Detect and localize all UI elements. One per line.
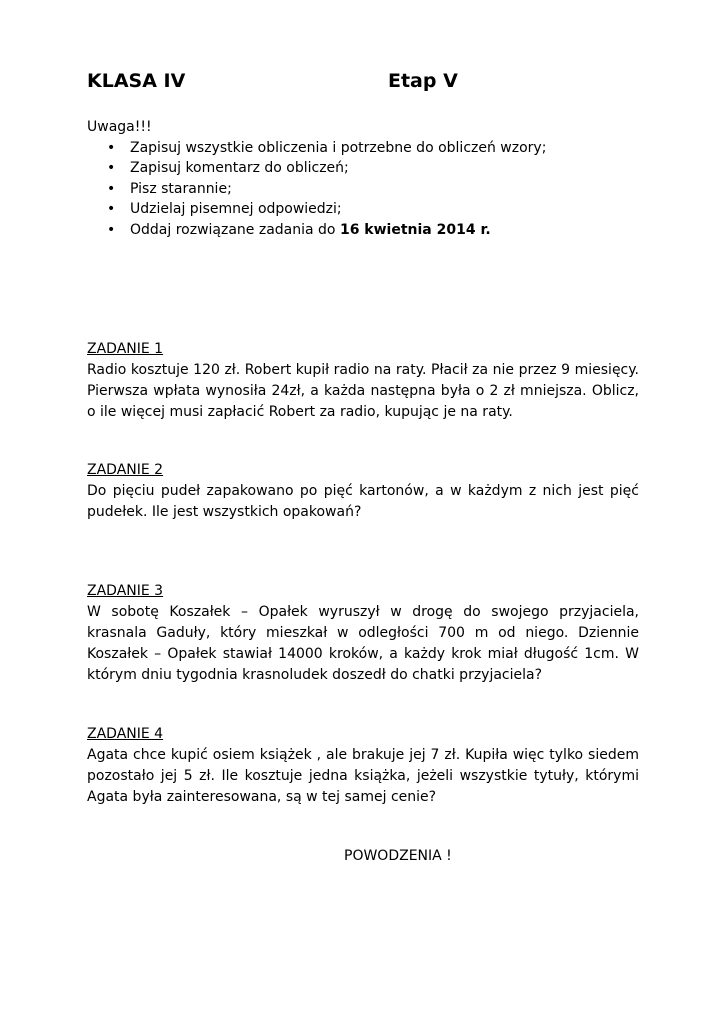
document-header — [87, 70, 647, 100]
instruction-item — [87, 179, 647, 200]
instruction-text: Pisz starannie; — [130, 180, 232, 197]
task-text: Agata chce kupić osiem książek , ale brakuje jej 7 zł. Kupiła więc tylko siedem pozostało jej 5 zł. Ile kosztuje jedna książka, jeżeli wszystkie tytuły, którymi Agata była zainteresowana, są w tej samej cenie? — [87, 747, 639, 805]
instruction-item — [87, 158, 647, 179]
bullet-icon: • — [107, 160, 116, 176]
deadline-date: 16 kwietnia 2014 r. — [339, 221, 491, 238]
task-4 — [87, 724, 639, 808]
task-text: Radio kosztuje 120 zł. Robert kupił radio na raty. Płacił za nie przez 9 miesięcy. Pierwsza wpłata wynosiła 24zł, a każda następna była o 2 zł mniejsza. Oblicz, o ile więcej musi zapłacić Robert za radio, kupując je na raty. — [87, 362, 639, 420]
class-label: KLASA IV — [87, 70, 186, 92]
task-text: Do pięciu pudeł zapakowano po pięć kartonów, a w każdym z nich jest pięć pudełek. Ile jest wszystkich opakowań? — [87, 483, 639, 520]
task-title: ZADANIE 3 — [87, 583, 164, 599]
instructions-block — [87, 117, 647, 240]
deadline-text: Oddaj rozwiązane zadania do — [130, 221, 336, 238]
task-title: ZADANIE 4 — [87, 726, 164, 742]
instruction-text: Udzielaj pisemnej odpowiedzi; — [130, 201, 342, 217]
instruction-text: Zapisuj wszystkie obliczenia i potrzebne do obliczeń wzory; — [130, 139, 547, 156]
instruction-item — [87, 138, 647, 159]
instructions-list — [87, 138, 647, 241]
bullet-icon: • — [107, 201, 116, 217]
task-title: ZADANIE 2 — [87, 462, 164, 478]
instructions-title: Uwaga!!! — [87, 119, 152, 135]
task-1 — [87, 339, 639, 423]
stage-label: Etap V — [388, 70, 458, 92]
instruction-item-deadline — [87, 220, 647, 241]
task-2 — [87, 460, 639, 523]
bullet-icon: • — [107, 180, 116, 197]
closing-text: POWODZENIA ! — [344, 848, 452, 864]
instruction-text: Zapisuj komentarz do obliczeń; — [130, 160, 349, 176]
bullet-icon: • — [107, 221, 116, 238]
instruction-item — [87, 199, 647, 220]
task-3 — [87, 581, 639, 686]
task-title: ZADANIE 1 — [87, 341, 164, 357]
task-text: W sobotę Koszałek – Opałek wyruszył w drogę do swojego przyjaciela, krasnala Gaduły, który mieszkał w odległości 700 m od niego. Dziennie Koszałek – Opałek stawiał 14000 kroków, a każdy krok miał długość 1cm. W którym dniu tygodnia krasnoludek doszedł do chatki przyjaciela? — [87, 604, 639, 683]
bullet-icon: • — [107, 139, 116, 156]
